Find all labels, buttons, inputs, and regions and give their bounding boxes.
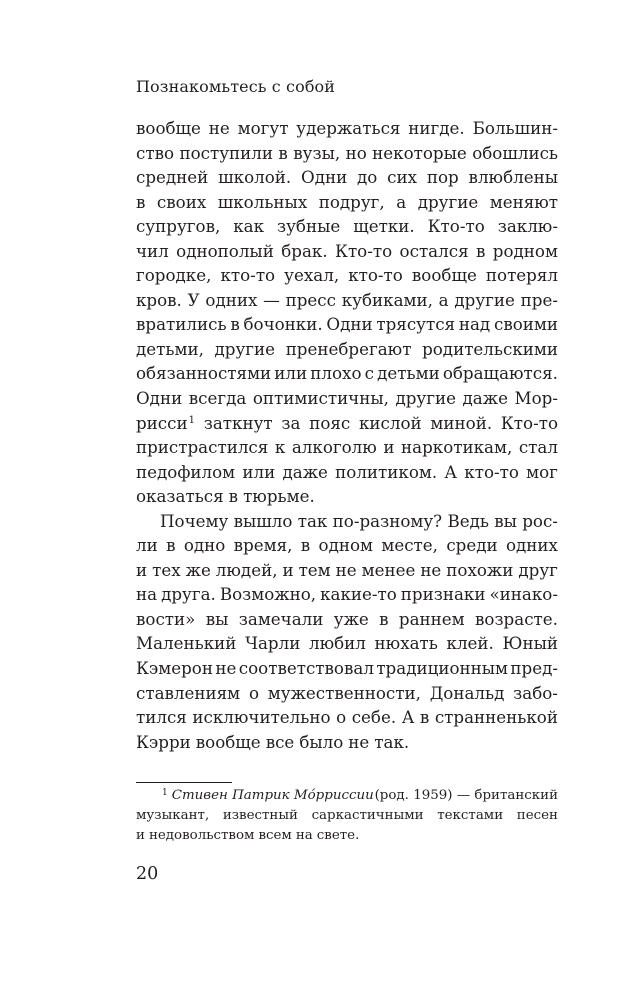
word: поступили (179, 142, 273, 163)
text-line (136, 435, 558, 460)
word: мужественности, (267, 682, 421, 703)
word: «инако- (489, 584, 558, 605)
word: тюрьме. (243, 486, 315, 507)
footnote-line (136, 806, 558, 826)
word: другие (395, 388, 456, 409)
word: одном (318, 535, 374, 556)
word: своими (493, 314, 558, 335)
word: месте, (381, 535, 438, 556)
word: в (419, 707, 430, 728)
word: тился (136, 707, 187, 728)
footnote-line1-rest: (род. 1959) — британский (374, 788, 558, 803)
word: вообще (411, 265, 477, 286)
word: вообще (195, 731, 261, 752)
word: же (185, 559, 211, 580)
word: остался (399, 240, 469, 261)
word: в (476, 240, 486, 261)
word: возрасте. (475, 608, 558, 629)
text-line (136, 141, 558, 166)
word: музыкант, (136, 808, 210, 823)
word: А (401, 707, 415, 728)
word: Почему (160, 510, 229, 531)
word: Ведь (447, 510, 489, 531)
word: вы (494, 510, 517, 531)
word: Маленький (136, 633, 237, 654)
text-line (136, 263, 558, 288)
word: кубиками, (341, 289, 433, 310)
word: в (136, 191, 146, 212)
text-line (136, 681, 558, 706)
word: до (357, 167, 378, 188)
word: влюблены (468, 167, 558, 188)
word: соответствовал (238, 658, 374, 679)
word: стал (518, 437, 558, 458)
word: средней (136, 167, 209, 188)
word: любил (308, 633, 366, 654)
text-line (136, 607, 558, 632)
word: саркастичными (311, 808, 424, 823)
word: другие (214, 338, 276, 359)
word: а (396, 191, 407, 212)
word: некоторые (372, 142, 467, 163)
word: детьми (377, 363, 440, 384)
word: или (242, 461, 276, 482)
word: кто-то (348, 265, 403, 286)
word: одних (205, 289, 258, 310)
word: кров. (136, 289, 182, 310)
word: и (383, 437, 395, 458)
word: друг (518, 559, 558, 580)
word: известный (222, 808, 298, 823)
text-line (136, 361, 558, 386)
word: вости» (136, 608, 196, 629)
text-line (136, 386, 558, 411)
word: традиционным (376, 658, 508, 679)
word: в (228, 486, 239, 507)
word: педофилом (136, 461, 236, 482)
word: и (282, 559, 294, 580)
body-text (136, 116, 558, 754)
word: могут (237, 118, 289, 138)
word: странненькой (434, 707, 558, 728)
word: с (364, 363, 374, 384)
text-line (136, 631, 558, 656)
text-line (136, 533, 558, 558)
text-line (136, 411, 558, 436)
page-number: 20 (136, 864, 159, 884)
word: вообще (136, 118, 201, 138)
text-line (136, 484, 558, 509)
word: Чарли (245, 633, 301, 654)
word: в (278, 142, 288, 163)
word: У (187, 289, 200, 310)
word: не (215, 658, 237, 679)
word: обращаются. (442, 363, 558, 384)
word: чил (136, 240, 169, 261)
word: подруг, (318, 191, 385, 212)
word: текстами (437, 808, 504, 823)
word: своих (156, 191, 207, 212)
word: всем (258, 828, 292, 843)
word: супругов, (136, 216, 221, 237)
word: кто-то (220, 265, 276, 286)
word: было (299, 731, 344, 752)
word: другие (417, 191, 479, 212)
word: о (248, 682, 259, 703)
word: не (420, 559, 442, 580)
word: алкоголю (291, 437, 377, 458)
text-line (136, 582, 558, 607)
word: Кто-то (335, 240, 393, 261)
word: оптимистичны, (252, 388, 389, 409)
word: Возможно, (219, 584, 317, 605)
text-line (136, 116, 558, 141)
word: потерял (485, 265, 558, 286)
word: над (458, 314, 491, 335)
word: исключительно (192, 707, 331, 728)
text-line (136, 239, 558, 264)
word: Одни (136, 388, 183, 409)
footnote-name: Стивен Патрик Мо́рриссии (171, 788, 374, 803)
text-line (136, 730, 558, 755)
footnote-lead (162, 786, 374, 806)
footnote-line (136, 826, 558, 846)
word: Кэрри (136, 731, 191, 752)
word: людей, (215, 559, 278, 580)
word: Одни (326, 314, 373, 335)
text-line (136, 558, 558, 583)
text-line (136, 214, 558, 239)
word: мог (526, 461, 558, 482)
text-line (136, 337, 558, 362)
word: нюхать (374, 633, 438, 654)
word: наркотикам, (401, 437, 513, 458)
word: похожи (446, 559, 514, 580)
word: и (136, 559, 148, 580)
word: пор (426, 167, 459, 188)
word: вы (205, 608, 229, 629)
paragraph (136, 116, 558, 509)
text-line (136, 460, 558, 485)
word: не (208, 118, 230, 138)
word: всегда (188, 388, 247, 409)
text-line (136, 705, 558, 730)
word: вышло (233, 510, 293, 531)
word: бочонки. (243, 314, 323, 335)
word: — (263, 289, 280, 310)
word: детьми, (136, 338, 204, 359)
text-line (136, 509, 558, 534)
word: а (438, 289, 449, 310)
footnote (136, 786, 558, 846)
word: однополый (176, 240, 274, 261)
word: ство (136, 142, 175, 163)
word: кислой (359, 412, 422, 433)
word: или (274, 363, 308, 384)
word: так (297, 510, 328, 531)
word: даже (282, 461, 328, 482)
word: рос- (522, 510, 558, 531)
word: трясутся (376, 314, 456, 335)
word: все (265, 731, 295, 752)
word: ли (136, 535, 158, 556)
word: пресс (285, 289, 336, 310)
word: Дональд (429, 682, 505, 703)
word: родительскими (422, 338, 558, 359)
word: сих (387, 167, 418, 188)
word: вузы, (293, 142, 341, 163)
word: одно (183, 535, 226, 556)
text-line (136, 190, 558, 215)
word: так. (374, 731, 410, 752)
footnote-marker: 1 (188, 415, 195, 427)
word: Юный (502, 633, 558, 654)
word: себе. (351, 707, 397, 728)
word: А (444, 461, 458, 482)
text-line (136, 656, 558, 681)
word: ставлениям (136, 682, 241, 703)
running-head: Познакомьтесь с собой (136, 77, 336, 96)
word: песен (516, 808, 558, 823)
word: другие (454, 289, 515, 310)
word: как (233, 216, 265, 237)
word: не (335, 559, 357, 580)
text-line (136, 312, 558, 337)
word: на (295, 828, 313, 843)
word: в (300, 535, 311, 556)
footnote-number: 1 (162, 787, 168, 798)
word: заткнут (203, 412, 273, 433)
word: Большин- (472, 118, 558, 138)
word: пояс (309, 412, 351, 433)
word: о (336, 707, 347, 728)
word: тех (152, 559, 181, 580)
text-line (136, 165, 558, 190)
word: миной. (430, 412, 493, 433)
word: и (136, 828, 145, 843)
word: в (166, 535, 176, 556)
word: в (379, 608, 389, 629)
word: клей. (446, 633, 494, 654)
word: какие-то (320, 584, 397, 605)
text-line (136, 288, 558, 313)
word: щетки. (353, 216, 415, 237)
word: пренебрегают (285, 338, 412, 359)
word: Кэмерон (136, 658, 213, 679)
word: к (274, 437, 286, 458)
word: в (230, 314, 240, 335)
word: свете. (316, 828, 360, 843)
footnote-line (136, 786, 558, 806)
word: оказаться (136, 486, 224, 507)
word: по-разному? (332, 510, 443, 531)
word: друга. (161, 584, 216, 605)
word: вратились (136, 314, 227, 335)
word: не (348, 731, 370, 752)
word: плохо (310, 363, 362, 384)
word: нигде. (408, 118, 465, 138)
word: признаки (400, 584, 486, 605)
word: Мор- (514, 388, 558, 409)
word: тем (298, 559, 331, 580)
word: замечали (238, 608, 324, 629)
word: заклю- (497, 216, 558, 237)
word: меняют (489, 191, 558, 212)
word: пре- (520, 289, 558, 310)
word: кто-то (464, 461, 519, 482)
word: среди (446, 535, 498, 556)
word: обошлись (472, 142, 558, 163)
word: за (281, 412, 301, 433)
word: зубные (277, 216, 341, 237)
word: пристрастился (136, 437, 269, 458)
word: Кто-то (500, 412, 558, 433)
word: пред- (510, 658, 558, 679)
word: брак. (281, 240, 328, 261)
word: Одни (301, 167, 348, 188)
footnote-ref-word: рисси$^1$ (136, 412, 195, 433)
paragraph (136, 509, 558, 754)
word: время, (233, 535, 293, 556)
word: городке, (136, 265, 212, 286)
word: забо- (513, 682, 558, 703)
word: уехал, (284, 265, 340, 286)
word: политиком. (335, 461, 438, 482)
footnote-rule (136, 782, 232, 783)
word: недовольством (148, 828, 255, 843)
word: раннем (398, 608, 465, 629)
word: обязанностями (136, 363, 272, 384)
word: уже (333, 608, 369, 629)
word: школьных (217, 191, 308, 212)
word: на (136, 584, 158, 605)
word: даже (462, 388, 508, 409)
word: удержаться (296, 118, 401, 138)
word: Кто-то (427, 216, 485, 237)
word: менее (361, 559, 416, 580)
word: школой. (218, 167, 292, 188)
word: родном (492, 240, 558, 261)
word: но (345, 142, 367, 163)
word: одних (505, 535, 558, 556)
